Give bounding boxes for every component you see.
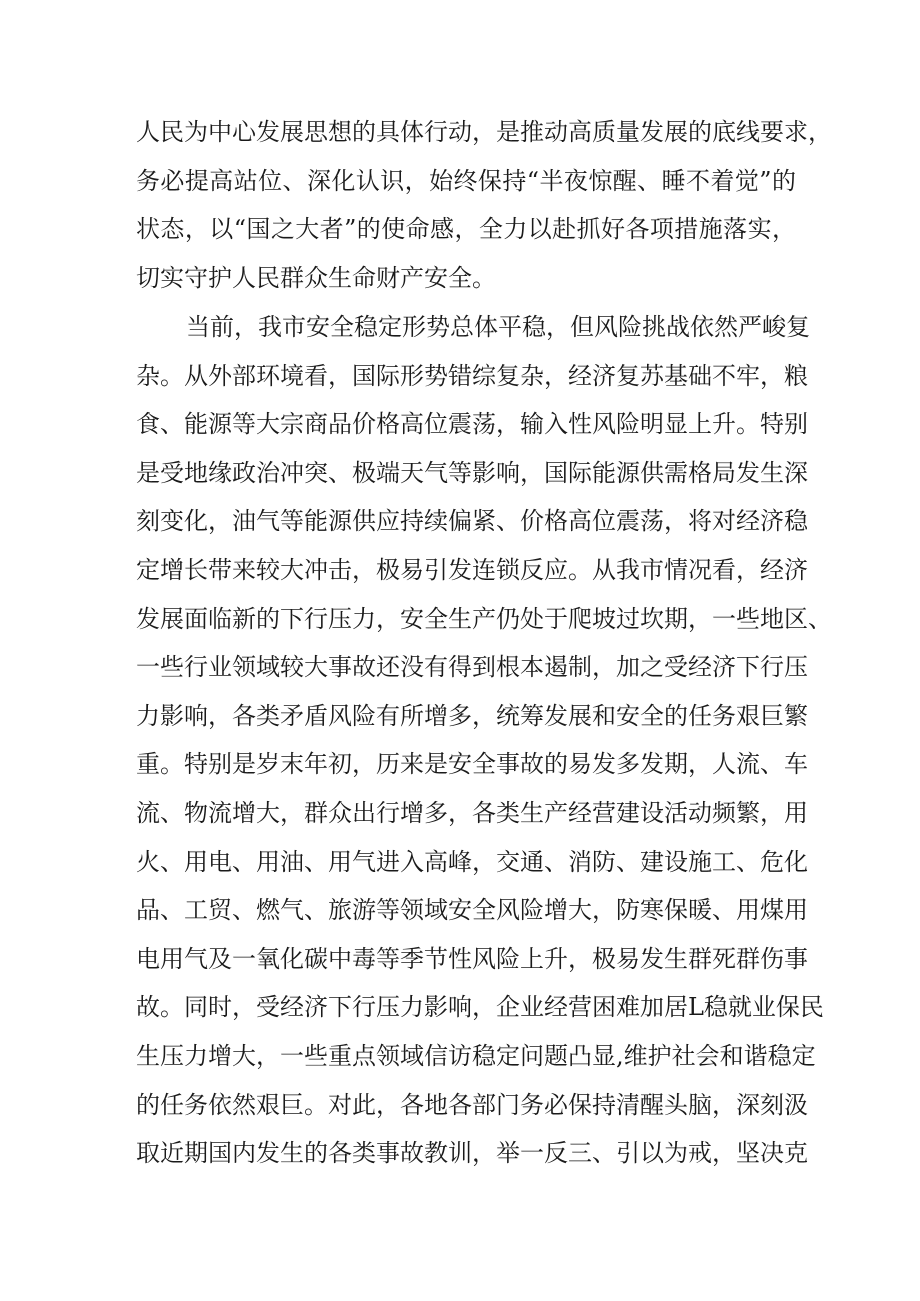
text-line: 的任务依然艰巨。对此，各地各部门务必保持清醒头脑，深刻汲 bbox=[136, 1090, 808, 1119]
text-line: 发展面临新的下行压力，安全生产仍处于爬坡过坎期，一些地区、 bbox=[136, 604, 832, 633]
text-line: 刻变化，油气等能源供应持续偏紧、价格高位震荡，将对经济稳 bbox=[136, 507, 808, 536]
text-line: 重。特别是岁末年初，历来是安全事故的易发多发期，人流、车 bbox=[136, 750, 808, 779]
text-line: 生压力增大，一些重点领域信访稳定问题凸显,维护社会和谐稳定 bbox=[136, 1041, 816, 1070]
text-line: 故。同时，受经济下行压力影响，企业经营困难加居L稳就业保民 bbox=[136, 993, 824, 1022]
text-line: 当前，我市安全稳定形势总体平稳，但风险挑战依然严峻复 bbox=[186, 313, 810, 341]
text-line: 杂。从外部环境看，国际形势错综复杂，经济复苏基础不牢，粮 bbox=[136, 361, 808, 390]
text-line: 人民为中心发展思想的具体行动，是推动高质量发展的底线要求， bbox=[136, 118, 832, 146]
text-line: 切实守护人民群众生命财产安全。 bbox=[136, 263, 496, 292]
text-line: 定增长带来较大冲击，极易引发连锁反应。从我市情况看，经济 bbox=[136, 555, 808, 584]
text-line: 取近期国内发生的各类事故教训，举一反三、引以为戒，坚决克 bbox=[136, 1139, 808, 1168]
paragraph-2 bbox=[136, 303, 832, 1178]
text-line: 电用气及一氧化碳中毒等季节性风险上升，极易发生群死群伤事 bbox=[136, 944, 808, 973]
text-line: 食、能源等大宗商品价格高位震荡，输入性风险明显上升。特别 bbox=[136, 410, 808, 439]
text-line: 火、用电、用油、用气进入高峰，交通、消防、建设施工、危化 bbox=[136, 847, 808, 876]
text-line: 流、物流增大，群众出行增多，各类生产经营建设活动频繁，用 bbox=[136, 798, 808, 827]
paragraph-1 bbox=[136, 108, 832, 302]
text-line: 一些行业领域较大事故还没有得到根本遏制，加之受经济下行压 bbox=[136, 653, 808, 682]
text-line: 是受地缘政治冲突、极端天气等影响，国际能源供需格局发生深 bbox=[136, 458, 808, 487]
text-line: 力影响，各类矛盾风险有所增多，统筹发展和安全的任务艰巨繁 bbox=[136, 701, 808, 730]
text-line: 务必提高站位、深化认识，始终保持“半夜惊醒、睡不着觉”的 bbox=[136, 166, 796, 195]
text-line: 品、工贸、燃气、旅游等领域安全风险增大，防寒保暖、用煤用 bbox=[136, 896, 808, 925]
text-line: 状态，以“国之大者”的使命感，全力以赴抓好各项措施落实， bbox=[136, 215, 796, 244]
